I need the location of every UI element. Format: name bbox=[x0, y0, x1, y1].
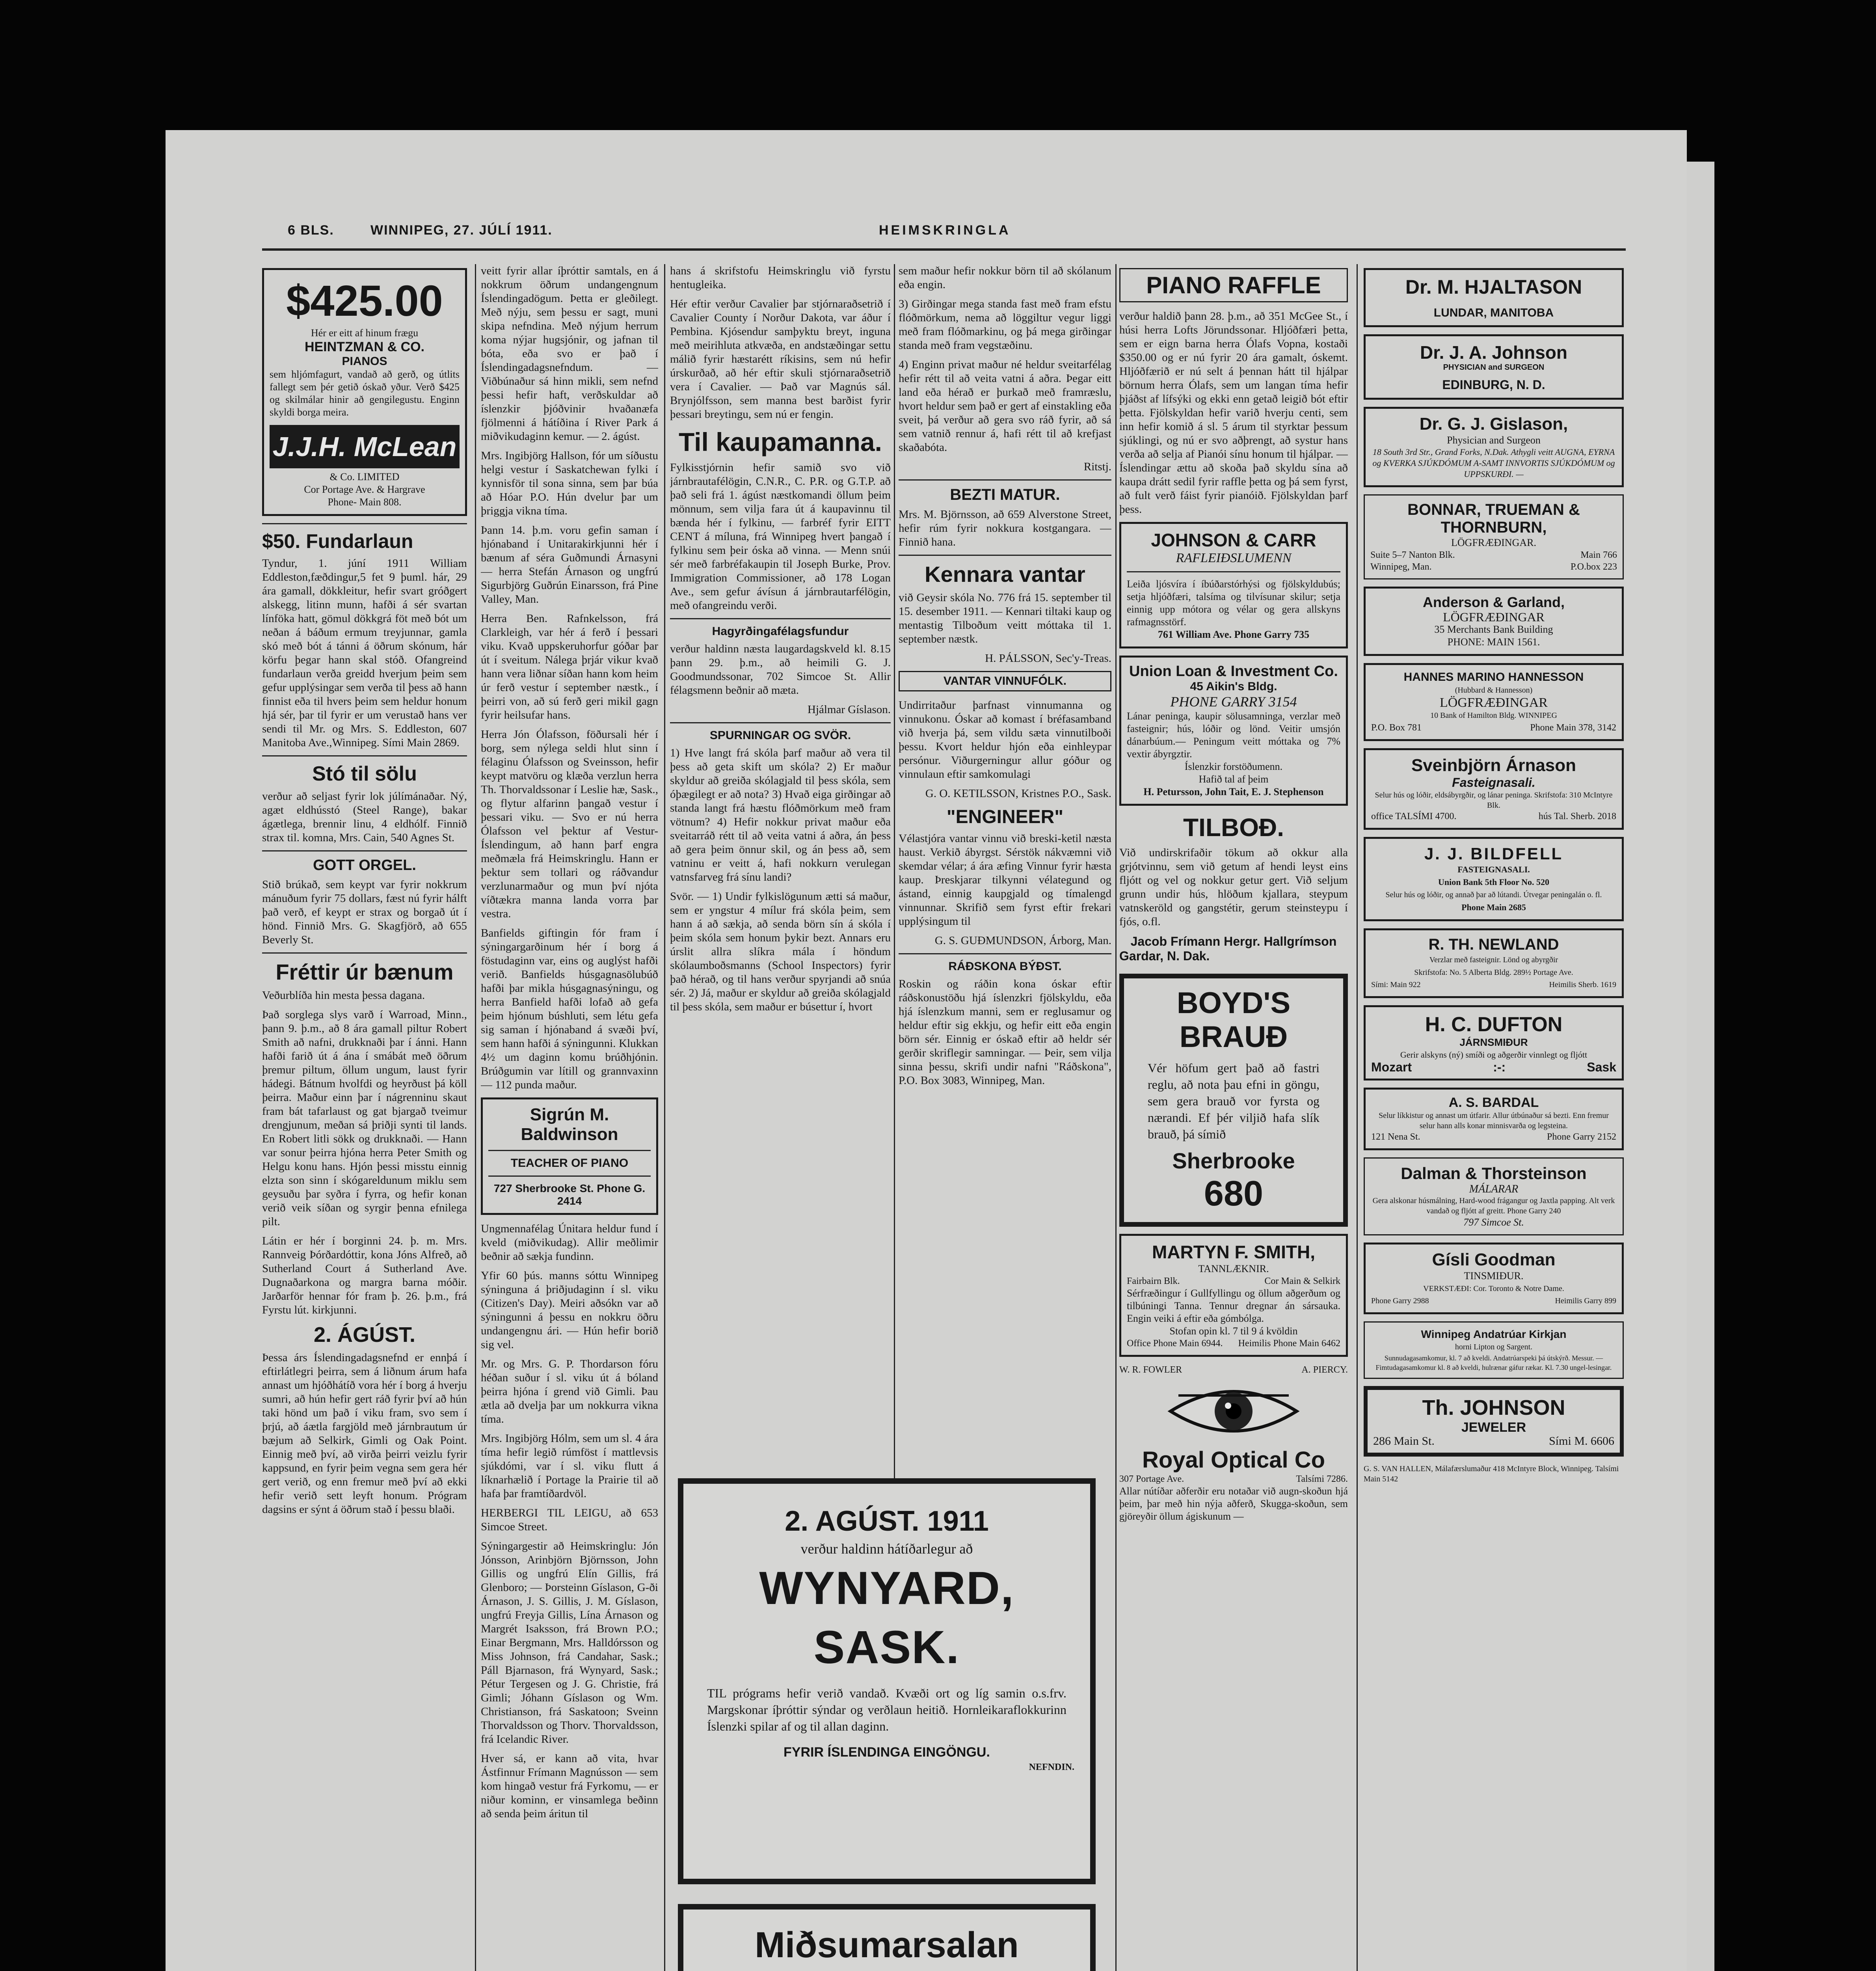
gis-name: Dr. G. J. Gislason, bbox=[1419, 414, 1568, 434]
col4-p2: 3) Girðingar mega standa fast með fram efstu flóðmörkum, nema að löggiltur vegur liggi með fram flóðmarkinu, og þá mega girðingar standa með fram vegstæðinu. bbox=[899, 298, 1111, 352]
organ-title: GOTT ORGEL. bbox=[313, 857, 416, 874]
mclean-logo: J.J.H. McLean bbox=[270, 425, 460, 468]
wynyard-body: TIL prógrams hefir verið vandað. Kvæði ort og líg samin o.s.frv. Margskonar íþróttir sýndar og verðlaun heitið. Hornleikaraflokkurinn Íslenzki spilar af og til allan daginn. bbox=[707, 1686, 1066, 1733]
smith-text: Sérfræðingur í Gullfyllingu og öllum aðgerðum og tilbúningi Tanna. Tennur dregnar án sársauka. Engin veiki á eftir eða gómbólga. bbox=[1127, 1287, 1340, 1324]
smith-ph1: Office Phone Main 6944. bbox=[1127, 1338, 1223, 1349]
hcd-name: H. C. DUFTON bbox=[1425, 1013, 1563, 1036]
column-1 bbox=[262, 264, 467, 1971]
divider bbox=[899, 555, 1111, 556]
vinnufolk-title: VANTAR VINNUFÓLK. bbox=[943, 674, 1067, 687]
thj-name: Th. JOHNSON bbox=[1422, 1396, 1565, 1420]
column-2 bbox=[481, 264, 658, 1971]
col4-sign: Ritstj. bbox=[1083, 460, 1111, 473]
gg-addr: VERKSTÆÐI: Cor. Toronto & Notre Dame. bbox=[1423, 1284, 1564, 1293]
kennara-text: við Geysir skóla No. 776 frá 15. september til 15. desember 1911. — Kennari tiltaki kaup og mentastig Tilboðum veitt móttaka til 1. september næstk. bbox=[899, 591, 1111, 645]
anderson-card bbox=[1364, 587, 1624, 656]
divider bbox=[262, 755, 467, 756]
hj-place: LUNDAR, MANITOBA bbox=[1433, 306, 1554, 319]
col2-p2: Mrs. Ingibjörg Hallson, fór um síðustu helgi vestur í Saskatchewan fylki í kynnisför til sona sinna, sem þar búa að Hóar P.O. Hún dvelur þar um þriggja vikna tíma. bbox=[481, 449, 658, 517]
jjb-name: J. J. BILDFELL bbox=[1424, 844, 1563, 863]
august-title: 2. ÁGÚST. bbox=[313, 1323, 416, 1347]
hmh-sub: (Hubbard & Hannesson) bbox=[1455, 686, 1533, 695]
ag-addr: 35 Merchants Bank Building bbox=[1434, 624, 1553, 635]
boyd-ad bbox=[1119, 974, 1348, 1227]
divider bbox=[262, 952, 467, 954]
col2-p9: Mr. og Mrs. G. P. Thordarson fóru héðan suður í sl. viku út á bóland þeirra hjóna í grend við Gimli. Þau ætla að dvelja þar um nokkurra vikna tíma. bbox=[481, 1358, 658, 1425]
wynyard-ad bbox=[678, 1478, 1096, 1884]
tilbod-names: Jacob Frímann Hergr. Hallgrímson bbox=[1130, 934, 1337, 948]
gislason-card bbox=[1364, 407, 1624, 487]
baldwinson-role: TEACHER OF PIANO bbox=[510, 1157, 629, 1170]
divider bbox=[488, 1150, 651, 1151]
johnson-carr-ad bbox=[1119, 522, 1348, 648]
union-loan-ad bbox=[1119, 656, 1348, 806]
col2-p13: Hver sá, er kann að vita, hvar Ástfinnur Frímann Magnússon — sem kom hingað vestur frá Fyrkomu, — er niður kominn, er vinsamlega beðinn að senda þeim áritun til bbox=[481, 1752, 658, 1820]
btt-city: Winnipeg, Man. bbox=[1370, 562, 1432, 572]
hag-title: Hagyrðingafélagsfundur bbox=[712, 625, 849, 638]
piano-intro: Hér er eitt af hinum frægu bbox=[311, 327, 419, 339]
thj-role: JEWELER bbox=[1461, 1420, 1526, 1435]
sale-text: verður að seljast fyrir lok júlímánaðar. Ný, agæt eldhússtó (Steel Range), bakar ágætlega, brennir linu, 4 eldhólf. Finnið strax til. komna, Mrs. Cain, 540 Agnes St. bbox=[262, 790, 467, 844]
newland-card bbox=[1364, 928, 1624, 998]
optical-names bbox=[1119, 1364, 1348, 1376]
opt-r: A. PIERCY. bbox=[1301, 1365, 1348, 1375]
col4-p1: sem maður hefir nokkur börn til að skólanum eða engin. bbox=[899, 265, 1111, 291]
column-rule bbox=[894, 264, 895, 1565]
hcd-r: Sask bbox=[1587, 1060, 1616, 1074]
hmh-role: LÖGFRÆÐINGAR bbox=[1440, 695, 1548, 710]
col2-p12: Sýningargestir að Heimskringlu: Jón Jónsson, Arinbjörn Björnsson, John Gillis og ungfrú Elín Gillis, frá Glenboro; — Þorsteinn Gíslason, G-ði Árnason, J. S. Gillis, J. M. Gíslason, ungfrú Freyja Gillis, Lína Árnason og Margrét Isaksson, frá Brown P.O.; Einar Bergmann, Mrs. Halldórsson og Miss Johnson, frá Candahar, Sask.; Páll Bjarnason, frá Wynyard, Sask.; Pétur Tergesen og J. G. Christie, frá Gimli; Jóhann Gíslason og Wm. Christianson, frá Saskatoon; Sveinn Thorvaldsson og Thorv. Thorvaldsson, frá Icelandic River. bbox=[481, 1540, 658, 1746]
tilbod-place: Gardar, N. Dak. bbox=[1119, 949, 1210, 963]
ul-addr: 45 Aikin's Bldg. bbox=[1190, 680, 1277, 693]
col2-p1: veitt fyrir allar íþróttir samtals, en á nokkrum öðrum undangengnum Íslendingadögum. Þetta er gleðilegt. Með nýju, sem þessu er sagt, muni skipa nefndina. Með nýjum herrum koma nýjar hugsjónir, og jafnan til bóta, eða svo er það í Íslendingadagsnefndum. — Viðbúnaður sá hinn mikli, sem nefnd þessi hefir haft, verðskuldar að íslenzkir þjóðvinir hvaðanæfa fjölmenni á hátíðina í River Park á miðvikudaginn kemur. — 2. ágúst. bbox=[481, 265, 658, 443]
column-4 bbox=[899, 264, 1111, 1470]
btt-card bbox=[1364, 494, 1624, 579]
jj-place: EDINBURG, N. D. bbox=[1442, 378, 1545, 392]
col2-p8: Yfir 60 þús. manns sóttu Winnipeg sýninguna á þriðjudaginn í sl. viku (Citizen's Day). Meiri aðsókn var að sýningunni á þessu en nokkru öðru undangengnu ári. — Hún hefir borið sig vel. bbox=[481, 1269, 658, 1351]
questions-text: 1) Hve langt frá skóla þarf maður að vera til þess að geta skift um skóla? 2) Er maður skyldur að greiða skólagjald til þess skóla, sem óþægilegt er að nota? 3) Hvað eiga girðingar að standa langt frá hæstu flóðmörkum með fram vötnum? 4) Hefir nokkur privat maður eða sveitarráð rétt til að veita vatni á aðra, án þess að gera þeim önnur skil, og án þess að, sem vatninu er veitt á, hafi nokkurn verulegan vatnsfarveg frá sínu landi? bbox=[670, 747, 891, 883]
boyd-number: 680 bbox=[1204, 1174, 1264, 1213]
btt-row1 bbox=[1370, 549, 1617, 561]
organ-text: Stið brúkað, sem keypt var fyrir nokkrum mánuðum fyrir 75 dollars, fæst nú fyrir hálft það verð, ef keypt er strax og borgað út í hönd. Finnið Mrs. G. Skagfjörð, að 655 Beverly St. bbox=[262, 878, 467, 946]
boyd-text: Vér höfum gert það að fastri reglu, að nota þau efni in göngu, sem gera brauð vor fyrsta og nærandi. Ef þér viljið hafa slík brauð, þá símið bbox=[1148, 1061, 1320, 1141]
divider bbox=[262, 850, 467, 851]
hcd-row bbox=[1371, 1061, 1616, 1073]
gg-ph1: Phone Garry 2988 bbox=[1371, 1297, 1429, 1305]
kaup-title: Til kaupamanna. bbox=[679, 427, 882, 456]
smith-name: MARTYN F. SMITH, bbox=[1152, 1242, 1315, 1262]
hcd-l: Mozart bbox=[1371, 1060, 1412, 1074]
col2-p6: Banfields giftingin fór fram í sýningargarðinum hér í borg á föstudaginn var, eins og auglýst hafði verið. Banfields húsgagnasölubúð hafði þar mikla húsgagnasýningu, og herra Banfield hafði lofað að gefa þeim hjónum búshluti, sem létu gefa sig saman í hjónaband á svæði því, sem hann hafði á sýningunni. Klukkan 4½ um daginn komu brúðhjónin. Brúðgumin var lítill og grannvaxinn — 112 punda maður. bbox=[481, 927, 658, 1091]
col2-p4: Herra Ben. Rafnkelsson, frá Clarkleigh, var hér á ferð í þessari viku. Kvað uppskeruhorfur góðar þar út í sveitum. Nálega þrjár vikur kvað hann vera liðnar síðan hann kom heim úr ferð vestur í september næstk., í þeirri von, að sú ferð geri mikil gagn fyrir heilsufar hans. bbox=[481, 612, 658, 721]
hmh-name: HANNES MARINO HANNESSON bbox=[1403, 671, 1584, 684]
bildfell-card bbox=[1364, 837, 1624, 921]
hmh-row bbox=[1371, 722, 1616, 734]
rtn-ph2: Heimilis Sherb. 1619 bbox=[1549, 980, 1616, 989]
reward-text: Tyndur, 1. júní 1911 William Eddleston,fæðdingur,5 fet 9 þuml. hár, 29 ára gamall, dökkleitur, hefir svart gróðgert alskegg, litinn munn, hafði á sér svartan línföka hatt, gömul dökkgrá föt með bót um neðan á báðum ermum treyjunnar, gamla skó með bót á tánni á öðrum skónum, hár körfu þegar hann skal stóð. Ofangreind fundarlaun verða greidd hverjum þeim sem gefur upplýsingar sem verða til þess að hann finnist eða til hvers þeim sem heldur honum hjá sér, þar til fyrir er um verustað hans ver sendi til Mr. og Mrs. S. Eddleston, 607 Manitoba Ave.,Winnipeg. Sími Main 2869. bbox=[262, 557, 467, 749]
hcd-sep: :-: bbox=[1493, 1060, 1506, 1074]
column-rule bbox=[664, 264, 665, 1971]
piano-kind: PIANOS bbox=[342, 355, 387, 368]
gg-name: Gísli Goodman bbox=[1432, 1250, 1556, 1269]
asb-name: A. S. BARDAL bbox=[1448, 1095, 1539, 1110]
column-rule bbox=[1115, 264, 1117, 1971]
piano-address: Cor Portage Ave. & Hargrave bbox=[304, 484, 425, 495]
col3-p2: Hér eftir verður Cavalier þar stjórnaraðsetrið í Cavalier County í Norður Dakota, var áður í Pembina. Kjósendur samþyktu breyt, inguna með meirihluta atkvæða, en andstæðingar settu málið fyrir hæstarétt ríkisins, sem nú hefir úrskurðað, að hér eftir skuli stjórnaraðsetrið vera í Cavalier. — Það var Magnús sál. Brynjólfsson, sem manna best barðist fyrir þessari breytingu, sem nú er fengin. bbox=[670, 298, 891, 421]
wynyard-place: WYNYARD, SASK. bbox=[759, 1562, 1014, 1673]
dufton-card bbox=[1364, 1005, 1624, 1081]
baldwinson-addr: 727 Sherbrooke St. Phone G. 2414 bbox=[493, 1182, 646, 1207]
bezti-title: BEZTI MATUR. bbox=[950, 486, 1060, 503]
col2-p5: Herra Jón Ólafsson, föðursali hér í borg, sem nýlega seldi hlut sinn í félaginu Ólafsson og Sveinsson, hefir keypt matvöru og klæða verzlun herra Th. Thorvaldssonar í Leslie hæ, Sask., og flytur alfarinn þangað vestur í þessari viku. — Svo er nú herra Ólafsson vel þektur af Vestur-Íslendingum, að hann þarf engra meðmæla frá Heimskringlu. Hann er þektur sem tollari og ráðvandur verzlunarmaður og mun því njóta víðtækra manna landa vorra þar vestra. bbox=[481, 728, 658, 920]
vinnufolk-title-box bbox=[899, 671, 1111, 691]
btt-role: LÖGFRÆÐINGAR. bbox=[1451, 537, 1536, 548]
unit-name: Winnipeg Andatrúar Kirkjan bbox=[1421, 1328, 1567, 1340]
btt-box: P.O.box 223 bbox=[1570, 562, 1617, 572]
btt-row2 bbox=[1370, 561, 1617, 573]
opt-name: Royal Optical Co bbox=[1142, 1447, 1325, 1473]
btt-phone: Main 766 bbox=[1580, 550, 1617, 560]
logo-sub: & Co. LIMITED bbox=[329, 471, 400, 483]
column-6 bbox=[1364, 264, 1624, 1971]
col4-p3: 4) Enginn privat maður né heldur sveitarfélag hefir rétt til að veita vatni á aðra. Þegar eitt land eða hérað er þurkað með framræslu, hvort heldur sem það er gert af einstakling eða sveit, þá verður að gera svo ráð fyrir, að sá sem vatnið rennur á, hafi rétt til að krefjast skaðabóta. bbox=[899, 358, 1111, 454]
jc-addr: 761 William Ave. Phone Garry 735 bbox=[1158, 629, 1310, 640]
radskona-title: RÁÐSKONA BÝÐST. bbox=[948, 960, 1062, 973]
jjb-role: FASTEIGNASALI. bbox=[1457, 864, 1530, 874]
hcd-text: Gerir alskyns (ný) smíði og aðgerðir vinnlegt og fljótt bbox=[1400, 1050, 1588, 1060]
opt-phone: Talsími 7286. bbox=[1296, 1474, 1348, 1484]
dt-name: Dalman & Thorsteinson bbox=[1401, 1164, 1587, 1183]
jjb-text: Selur hús og lóðir, og annað þar að lútandi. Útvegar peningalán o. fl. bbox=[1385, 890, 1602, 899]
rtn-addr: Skrifstofa: No. 5 Alberta Bldg. 289½ Portage Ave. bbox=[1414, 968, 1573, 977]
jj-name: Dr. J. A. Johnson bbox=[1420, 342, 1568, 363]
boyd-title: BOYD'S BRAUÐ bbox=[1176, 986, 1291, 1054]
newspaper-page bbox=[166, 130, 1687, 1971]
raffle-text: verður haldið þann 28. þ.m., að 351 McGee St., í húsi herra Lofts Jörundssonar. Hljóðfæri þetta, sem er eign barna herra Ólafs Vopna, kostaði $350.00 og er nú fyrir 20 ára gamalt, óskemt. Hljóðfærið er nú selt á þennan hátt til hjálpar börnum herra Ólafs, sem um langan tíma hefir þjáðst af lífsýki og ekki enn getað leigið bót eftir þetta. Fjölskyldan hefir varið hverju centi, sem inn hefir komið á sl. 5 árum til styrktar þessum sjúklingi, og nú er svo aðþrengt, að systur hans verða að selja af Pianói sínu honum til hjálpar. — Íslendingar ættu að skoða það skyldu sína að kaupa drátt sedil fyrir raffle þetta og þá sem fyrst, að fult verð fáist fyrir pianóið. Fjölskyldan þarf þess. bbox=[1119, 310, 1348, 516]
ag-phone: PHONE: MAIN 1561. bbox=[1447, 636, 1540, 648]
wynyard-for: FYRIR ÍSLENDINGA EINGÖNGU. bbox=[784, 1745, 990, 1760]
goodman-card bbox=[1364, 1243, 1624, 1314]
masthead-rule bbox=[262, 248, 1626, 251]
gis-role: Physician and Surgeon bbox=[1447, 434, 1541, 446]
rtn-ph1: Sími: Main 922 bbox=[1371, 980, 1421, 989]
vinnufolk-sign: G. O. KETILSSON, Kristnes P.O., Sask. bbox=[925, 787, 1111, 800]
news-title: Fréttir úr bænum bbox=[275, 959, 454, 984]
masthead bbox=[288, 219, 1628, 242]
piano-price: $425.00 bbox=[286, 277, 443, 325]
rtn-row bbox=[1371, 979, 1616, 991]
ul-l3: Hafið tal af þeim bbox=[1199, 773, 1269, 785]
hmh-addr: 10 Bank of Hamilton Bldg. WINNIPEG bbox=[1430, 711, 1557, 720]
ul-name: Union Loan & Investment Co. bbox=[1129, 663, 1338, 680]
news-p1: Veðurblíða hin mesta þessa dagana. bbox=[262, 989, 425, 1002]
kennara-sign: H. PÁLSSON, Sec'y-Treas. bbox=[985, 652, 1111, 665]
divider bbox=[899, 479, 1111, 481]
midsummer-ad bbox=[678, 1904, 1096, 1971]
gg-ph2: Heimilis Garry 899 bbox=[1555, 1297, 1616, 1305]
smith-ph2: Heimilis Phone Main 6462 bbox=[1238, 1338, 1340, 1349]
opt-text: Allar nútíðar aðferðir eru notaðar við augn-skoðun hjá þeim, þar með hin nýja aðferð, Skugga-skoðun, sem gjöreyðir öllum ágiskunum — bbox=[1119, 1485, 1348, 1522]
ul-names: H. Petursson, John Tait, E. J. Stephenson bbox=[1143, 786, 1324, 797]
thj-addr: 286 Main St. bbox=[1373, 1434, 1435, 1448]
raffle-title: PIANO RAFFLE bbox=[1146, 272, 1321, 298]
sa-ph1: office TALSÍMI 4700. bbox=[1371, 811, 1457, 822]
wynyard-sign: NEFNDIN. bbox=[1029, 1762, 1074, 1772]
col2-p11: HERBERGI TIL LEIGU, að 653 Simcoe Street. bbox=[481, 1507, 658, 1533]
radskona-text: Roskin og ráðin kona óskar eftir ráðskonustöðu hjá íslenzkri fjölskyldu, eða hjá íslenzkum manni, sem er reglusamur og heldur eftir sig ekkju, og hefir eitt eða engin börn sér. Einnig er óskað eftir að heldr sér gerðir skriflegir samningar. — Þeir, sem vilja sinna þessu, skrifi undir nafni "Ráðskona", P.O. Box 3083, Winnipeg, Man. bbox=[899, 978, 1111, 1087]
boyd-street: Sherbrooke bbox=[1172, 1148, 1295, 1173]
divider bbox=[262, 523, 467, 524]
sa-row bbox=[1371, 810, 1616, 822]
col2-p7: Ungmennafélag Únitara heldur fund í kveld (miðvikudag). Allir meðlimir beðnir að sækja fundinn. bbox=[481, 1222, 658, 1263]
smith-row bbox=[1127, 1275, 1340, 1287]
smith-phones bbox=[1127, 1338, 1340, 1349]
kennara-title: Kennara vantar bbox=[925, 562, 1085, 587]
baldwinson-name: Sigrún M. Baldwinson bbox=[521, 1105, 618, 1144]
ul-l2: Íslenzkir forstöðumenn. bbox=[1184, 761, 1283, 772]
bezti-text: Mrs. M. Björnsson, að 659 Alverstone Street, hefir rúm fyrir nokkura kostgangara. — Finnið hana. bbox=[899, 508, 1111, 548]
smith-l: Fairbairn Blk. bbox=[1127, 1276, 1180, 1286]
eye-icon bbox=[1163, 1380, 1305, 1443]
col3-p1: hans á skrifstofu Heimskringlu við fyrstu hentugleika. bbox=[670, 265, 891, 291]
asb-phone: Phone Garry 2152 bbox=[1547, 1132, 1616, 1142]
hmh-box: P.O. Box 781 bbox=[1371, 723, 1422, 733]
facing-page-edge bbox=[1687, 162, 1714, 1971]
column-rule bbox=[475, 264, 476, 1971]
col2-p3: Þann 14. þ.m. voru gefin saman í hjónaband í Unitarakirkjunni hér í bænum af séra Guðmundi Árnasyni — herra Stefán Árnason og ungfrú Sigurbjörg Guðrún Einarsson, frá Pine Valley, Man. bbox=[481, 524, 658, 605]
asb-text: Selur líkkistur og annast um útfarir. Allur útbúnaður sá bezti. Enn fremur selur hann alls konar minnisvarða og legsteina. bbox=[1379, 1111, 1609, 1130]
dateline: WINNIPEG, 27. JÚLÍ 1911. bbox=[370, 223, 553, 238]
church-card bbox=[1364, 1321, 1624, 1379]
col2-p10: Mrs. Ingibjörg Hólm, sem um sl. 4 ára tíma hefir legið rúmföst í mattlevsis sjúkdómi, var í sl. viku flutt á líknarhælið í Portage la Prairie til að hafa þar framtíðardvöl. bbox=[481, 1432, 658, 1500]
unit-text: Sunnudagasamkomur, kl. 7 að kveldi. Andatrúarspeki þá útskýrð. Messur. — Fimtudagasamkomur kl. 8 að kveldi, hulrænar gáfur rækar. Kl. 7.30 ungel-lesingar. bbox=[1375, 1354, 1612, 1371]
gg-role: TINSMIÐUR. bbox=[1464, 1270, 1524, 1282]
engineer-sign: G. S. GUÐMUNDSON, Árborg, Man. bbox=[934, 934, 1111, 947]
wynyard-date: 2. AGÚST. 1911 bbox=[785, 1505, 989, 1537]
vinnufolk-text: Undirritaður þarfnast vinnumanna og vinnukonu. Óskar að komast í bréfasamband við hverja þá, sem vildu sæta vinnutilboði þessu. Kvort heldur hjón eða einhleypar persónur. Viðurgerningur allur góður og vinnulaun eftir samkomulagi bbox=[899, 699, 1111, 781]
divider bbox=[670, 722, 891, 723]
divider bbox=[488, 1176, 651, 1177]
sa-ph2: hús Tal. Sherb. 2018 bbox=[1538, 811, 1616, 822]
sale-title: Stó til sölu bbox=[312, 762, 417, 785]
news-p3: Látin er hér í borginni 24. þ. m. Mrs. Rannveig Þórðardóttir, kona Jóns Alfreð, að Sutherland Court á Sutherland Ave. Dugnaðarkona og margra barna móðir. Jarðarför hennar fór fram þ. 26. þ.m., frá Fyrstu lút. kirkjunni. bbox=[262, 1235, 467, 1316]
van-hallen-card: G. S. VAN HALLEN, Málafærslumaður 418 McIntyre Block, Winnipeg. Talsími Main 5142 bbox=[1364, 1464, 1619, 1483]
piano-phone: Phone- Main 808. bbox=[328, 496, 402, 508]
piano-maker: HEINTZMAN & CO. bbox=[304, 339, 425, 354]
page-number: 6 BLS. bbox=[288, 223, 334, 238]
column-rule bbox=[1357, 264, 1358, 1971]
jc-role: RAFLEIÐSLUMENN bbox=[1176, 551, 1292, 565]
opt-addr: 307 Portage Ave. bbox=[1119, 1474, 1184, 1484]
midsummer-title: Miðsumarsalan bbox=[755, 1925, 1019, 1965]
gg-row bbox=[1371, 1295, 1616, 1307]
sa-name: Sveinbjörn Árnason bbox=[1411, 756, 1576, 775]
hj-name: Dr. M. HJALTASON bbox=[1405, 276, 1582, 298]
dt-addr: 797 Simcoe St. bbox=[1463, 1217, 1524, 1228]
hag-text: verður haldinn næsta laugardagskveld kl. 8.15 þann 29. þ.m., að heimili G. J. Goodmundssonar, 702 Simcoe St. Allir félagsmenn beðnir að mæta. bbox=[670, 643, 891, 697]
johnson-card bbox=[1364, 334, 1624, 400]
paper-title: HEIMSKRINGLA bbox=[879, 223, 1011, 238]
dt-role: MÁLARAR bbox=[1469, 1183, 1519, 1195]
smith-r: Cor Main & Selkirk bbox=[1264, 1276, 1340, 1286]
divider bbox=[1127, 571, 1340, 572]
jjb-addr: Union Bank 5th Floor No. 520 bbox=[1438, 877, 1549, 887]
jj-role: PHYSICIAN and SURGEON bbox=[1443, 363, 1545, 372]
hag-sign: Hjálmar Gíslason. bbox=[807, 703, 891, 716]
opt-l: W. R. FOWLER bbox=[1119, 1365, 1182, 1375]
gis-text: 18 South 3rd Str., Grand Forks, N.Dak. Athygli veitt AUGNA, EYRNA og KVERKA SJÚKDÓMUM A-SAMT INNVORTIS SJÚKDÓMUM og UPPSKURÐI. — bbox=[1372, 447, 1615, 479]
reward-title: $50. Fundarlaun bbox=[262, 530, 413, 552]
tilbod-text: Við undirskrifaðir tökum að okkur alla grjótvinnu, sem við getum af hendi leyst eins fljótt og vel og nokkur getur gert. Við seljum grunn undir hús, hlöðum kjallara, steypum vatnskeröld og gangstétir, gerum steinsteypu í fjós, o.fl. bbox=[1119, 846, 1348, 928]
wynyard-l1: verður haldinn hátíðarlegur að bbox=[800, 1541, 973, 1557]
divider bbox=[670, 618, 891, 619]
answers-text: Svör. — 1) Undir fylkislögunum ætti sá maður, sem er yngstur 4 mílur frá skóla þeim, sem hann á að sækja, að senda börn sín á skóla í þeim skóla sem honum þykir bezt. Annars eru úrslit allra slíkra mála í höndum skólaumboðsmanns (School Inspectors) fyrir það hérað, og til hans verður spyrjandi að snúa sér. 2) Já, maður er skyldur að greiða skólagjald til þess skóla, sem maður er búsettur í, hvort bbox=[670, 890, 891, 1013]
jc-text: Leiða ljósvíra í íbúðarstórhýsi og fjölskyldubús; setja hljóðfæri, talsíma og tilvísunar skilur; setja einnig upp mótora og vélar og gera allskyns rafmagnsstörf. bbox=[1127, 578, 1340, 628]
august-text: Þessa árs Íslendingadagsnefnd er ennþá í eftirlátlegri þeirra, sem á liðnum árum hafa annast um hjóðhátíð vora hér í borg á hverju sumri, að hún hefir gert ráð fyrir því að hún taki hönd um það í viku fram, svo sem í þrjú, að áætla fargjöld með járnbrautum úr bæjum að Selkirk, Gimli og Oak Point. Einnig með því, að virða þeirri veizlu fyrir kappsund, en fyrir þeim vegna sem gera hér gert verið, og enn fremur með því að ekki hefir verið sett leyft honum. Prógram dagsins er sýnt á öðrum stað í þessu blaði. bbox=[262, 1351, 467, 1516]
questions-title: SPURNINGAR OG SVÖR. bbox=[709, 729, 851, 742]
optical-addr-row bbox=[1119, 1473, 1348, 1485]
thjohnson-card bbox=[1364, 1386, 1624, 1457]
dt-text: Gera alskonar húsmálning, Hard-wood frágangur og Jaxtla papping. Alt verk vandað og fljótt af greitt. Phone Garry 240 bbox=[1372, 1196, 1615, 1215]
btt-name: BONNAR, TRUEMAN & THORNBURN, bbox=[1407, 501, 1580, 536]
raffle-title-box bbox=[1119, 268, 1348, 302]
kaup-text: Fylkisstjórnin hefir samið svo við járnbrautafélögin, C.N.R., C. P.R. og G.T.P. að það seli frá 1. ágúst næstkomandi öllum þeim mönnum, sem vilja fara út á kaupavinnu til bænda hér í fylkinu, — farbréf fyrir EITT CENT á míluna, frá Winnipeg hvert þangað í fylkinu sem þeir óska að vinna. — Menn snúi sér með farbréfakaupin til Joseph Burke, Prov. Immigration Commissioner, að 178 Logan Ave., sem gefur ávísun á járnbrautarfélögin, með ofangreindu verði. bbox=[670, 461, 891, 612]
ag-role: LÖGFRÆÐINGAR bbox=[1443, 610, 1545, 624]
piano-body: sem hljómfagurt, vandað að gerð, og útlits fallegt sem þér getið óskað yður. Verð $425 og skilmálar hinir að gengilegustu. Enginn skyldi borga meira. bbox=[270, 369, 460, 418]
engineer-title: "ENGINEER" bbox=[946, 807, 1064, 827]
engineer-text: Vélastjóra vantar vinnu við breski-ketil næsta haust. Verkið ábyrgst. Sérstök nákvæmni við skemdar vélar; á ára æfing Vinnur fyrir hæsta kaup. Þreskjarar tilkynni vélategund og ástand, einnig kaupgjald og tímalengd vinnunnar. Skrifið sem fyrst eftir frekari upplýsingum til bbox=[899, 832, 1111, 928]
rtn-name: R. TH. NEWLAND bbox=[1428, 936, 1559, 953]
ul-text: Lánar peninga, kaupir sölusamninga, verzlar með fasteignir; hús, lóðir og lönd. Veitir umsjón dánarbúum.— Peningum veitt móttaka og 7% vextir ábyrgztir. bbox=[1127, 710, 1340, 760]
sa-text: Selur hús og lóðir, eldsábyrgðir, og lánar peninga. Skrifstofa: 310 McIntyre Blk. bbox=[1375, 791, 1613, 810]
bardal-card bbox=[1364, 1088, 1624, 1150]
optical-ad bbox=[1119, 1364, 1348, 1523]
hannesson-card bbox=[1364, 663, 1624, 741]
jjb-phone: Phone Main 2685 bbox=[1461, 902, 1526, 912]
rtn-text: Verzlar með fasteignir. Lönd og abyrgðir bbox=[1429, 956, 1558, 964]
baldwinson-card bbox=[481, 1097, 658, 1215]
hcd-role: JÁRNSMIÐUR bbox=[1459, 1036, 1528, 1048]
news-p2: Það sorglega slys varð í Warroad, Minn., þann 9. þ.m., að 8 ára gamall piltur Robert Smith að nafni, drukknaði þar í ánni. Hann hafði farið út á ána í smábát með öðrum þremur piltum, öllum ungum, laust fyrir hádegi. Bátnum hvolfdi og heyrðust þá köll þeirra. Maður einn þar í nágrenninu skaut fram bát tafarlaust og gat bjargað tveimur drengjunum, meðan sá þriðji synti til lands. En Robert litli sökk og drukknaði. — Hann var sonur þeirra hjóna herra Peter Smith og Helgu konu hans. Hjón þessi misstu einnig elzta son sinn í skógareldunum miklu sem geysuðu þar syðra í fyrra, og hefir konan verið veik síðan og syrgir þenna efnilega pilt. bbox=[262, 1008, 467, 1228]
sa-role: Fasteignasali. bbox=[1452, 775, 1535, 790]
divider bbox=[899, 953, 1111, 954]
piano-ad bbox=[262, 268, 467, 516]
column-5 bbox=[1119, 264, 1348, 1971]
jc-name: JOHNSON & CARR bbox=[1151, 530, 1316, 550]
ul-phone: PHONE GARRY 3154 bbox=[1170, 694, 1297, 710]
hmh-phone: Phone Main 378, 3142 bbox=[1530, 723, 1616, 733]
asb-row bbox=[1371, 1131, 1616, 1143]
asb-addr: 121 Nena St. bbox=[1371, 1132, 1420, 1142]
smith-hours: Stofan opin kl. 7 til 9 á kvöldin bbox=[1169, 1325, 1298, 1337]
ag-name: Anderson & Garland, bbox=[1422, 594, 1565, 610]
thj-row bbox=[1373, 1435, 1614, 1447]
smith-role: TANNLÆKNIR. bbox=[1198, 1263, 1269, 1274]
tilbod-title: TILBOÐ. bbox=[1183, 813, 1284, 842]
btt-addr: Suite 5–7 Nanton Blk. bbox=[1370, 550, 1455, 560]
thj-phone: Sími M. 6606 bbox=[1549, 1434, 1614, 1448]
unit-addr: horni Lipton og Sargent. bbox=[1455, 1343, 1533, 1351]
arnason-card bbox=[1364, 748, 1624, 830]
hjaltason-card bbox=[1364, 268, 1624, 327]
smith-ad bbox=[1119, 1234, 1348, 1357]
dalman-card bbox=[1364, 1157, 1624, 1235]
